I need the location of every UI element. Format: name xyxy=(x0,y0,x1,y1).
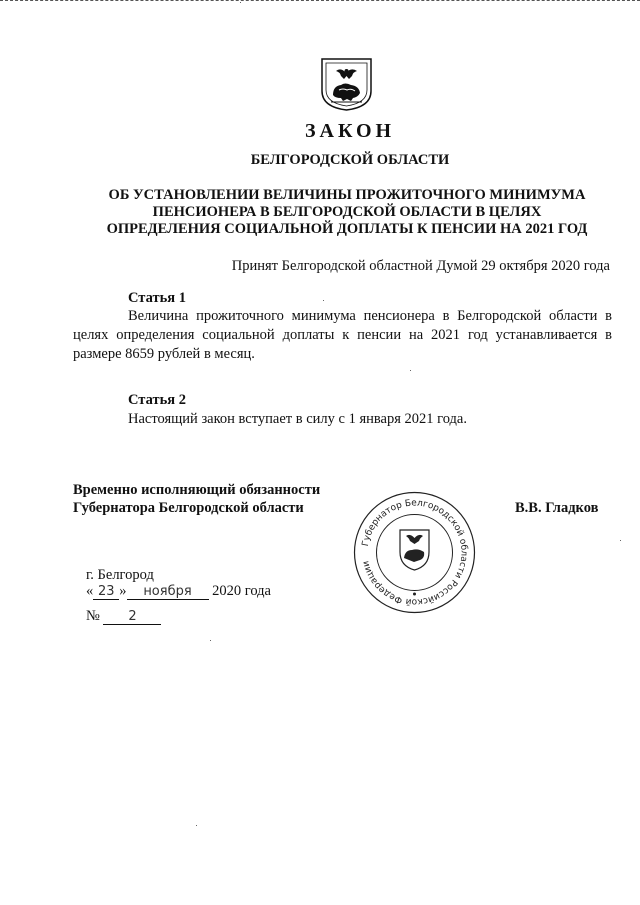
place-of-signing: г. Белгород xyxy=(86,567,154,583)
number-value: 2 xyxy=(103,609,161,625)
article-1-text-line: размере 8659 рублей в месяц. xyxy=(73,346,255,362)
signing-date xyxy=(86,583,271,600)
law-number xyxy=(86,608,161,625)
region-title: БЕЛГОРОДСКОЙ ОБЛАСТИ xyxy=(250,152,450,168)
top-edge-line xyxy=(0,0,640,2)
scan-speck xyxy=(210,640,211,641)
scan-speck xyxy=(410,370,411,371)
subject-line: ОПРЕДЕЛЕНИЯ СОЦИАЛЬНОЙ ДОПЛАТЫ К ПЕНСИИ НА 2021 ГОД xyxy=(106,221,588,237)
article-1-heading: Статья 1 xyxy=(128,290,186,306)
subject-line: ПЕНСИОНЕРА В БЕЛГОРОДСКОЙ ОБЛАСТИ В ЦЕЛЯХ xyxy=(152,204,542,220)
scan-speck xyxy=(620,540,621,541)
date-day: 23 xyxy=(93,584,119,600)
coat-of-arms-icon xyxy=(319,57,374,111)
seal-ring-text: Губернатор Белгородской области Российской Федерации xyxy=(360,498,469,607)
date-month: ноября xyxy=(127,584,209,600)
adoption-note: Принят Белгородской областной Думой 29 октября 2020 года xyxy=(231,258,610,274)
article-1-text-line: Величина прожиточного минимума пенсионера в Белгородской области в xyxy=(128,308,612,324)
signatory-name: В.В. Гладков xyxy=(515,500,599,516)
law-title: ЗАКОН xyxy=(304,120,396,142)
scan-speck xyxy=(323,300,324,301)
official-seal-icon xyxy=(352,490,477,615)
signatory-position-line: Временно исполняющий обязанности xyxy=(73,482,321,498)
number-label: № xyxy=(86,608,100,624)
article-1-text-line: целях определения социальной доплаты к пенсии на 2021 год устанавливается в xyxy=(73,327,612,343)
article-2-text-line: Настоящий закон вступает в силу с 1 января 2021 года. xyxy=(128,411,467,427)
date-year: 2020 года xyxy=(212,583,271,599)
subject-line: ОБ УСТАНОВЛЕНИИ ВЕЛИЧИНЫ ПРОЖИТОЧНОГО МИНИМУМА xyxy=(108,187,586,203)
scan-speck xyxy=(240,2,241,3)
signatory-position-line: Губернатора Белгородской области xyxy=(73,500,304,516)
date-close-quote: » xyxy=(119,583,127,599)
scan-speck xyxy=(196,825,197,826)
article-2-heading: Статья 2 xyxy=(128,392,186,408)
date-open-quote: « xyxy=(86,583,94,599)
